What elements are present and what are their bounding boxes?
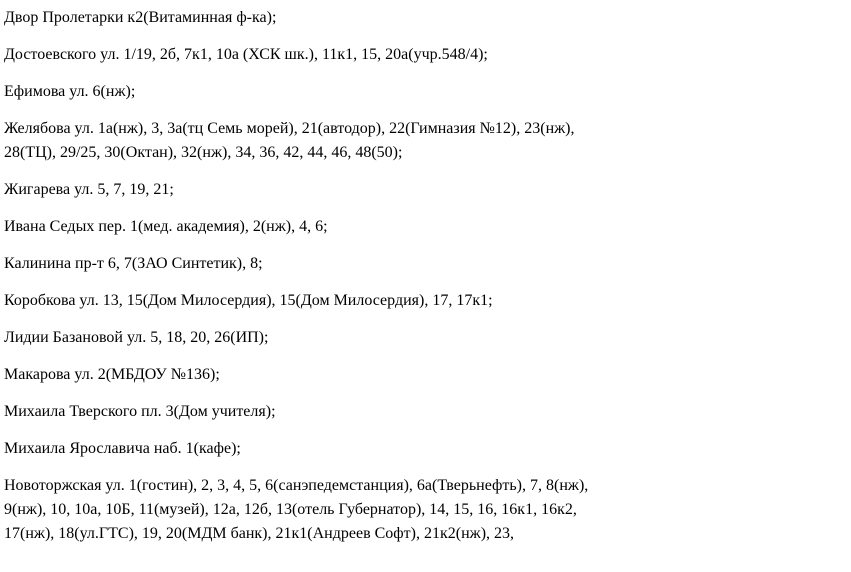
address-entry-korobkova xyxy=(4,289,749,313)
address-entry-lidii-bazanovoy xyxy=(4,326,749,350)
address-entry-ivana-sedykh xyxy=(4,215,749,239)
address-entry-zhigareva xyxy=(4,178,749,202)
entry-text-continued: 28(ТЦ), 29/25, 30(Октан), 32(нж), 34, 36, 42, 44, 46, 48(50); xyxy=(4,144,403,161)
address-entry-dvor-proletarki xyxy=(4,6,749,30)
entry-text: Жигарева ул. 5, 7, 19, 21; xyxy=(4,181,174,198)
entry-text: Новоторжская ул. 1(гостин), 2, 3, 4, 5, 6(санэпедемстанция), 6а(Тверьнефть), 7, 8(нж), xyxy=(4,477,589,494)
entry-text-continued: 9(нж), 10, 10а, 10Б, 11(музей), 12а, 12б, 13(отель Губернатор), 14, 15, 16, 16к1, 16к2, xyxy=(4,501,577,518)
address-entry-kalinina xyxy=(4,252,749,276)
entry-text: Желябова ул. 1а(нж), 3, 3а(тц Семь морей), 21(автодор), 22(Гимназия №12), 23(нж), xyxy=(4,120,575,137)
address-entry-mikhaila-yaroslavicha xyxy=(4,437,749,461)
entry-text: Достоевского ул. 1/19, 2б, 7к1, 10а (ХСК шк.), 11к1, 15, 20а(учр.548/4); xyxy=(4,46,488,63)
entry-text: Ивана Седых пер. 1(мед. академия), 2(нж), 4, 6; xyxy=(4,218,328,235)
entry-text: Михаила Ярославича наб. 1(кафе); xyxy=(4,440,241,457)
entry-text: Лидии Базановой ул. 5, 18, 20, 26(ИП); xyxy=(4,329,269,346)
address-entry-efimova xyxy=(4,80,749,104)
entry-text: Двор Пролетарки к2(Витаминная ф-ка); xyxy=(4,9,277,26)
address-entry-mikhaila-tverskogo xyxy=(4,400,749,424)
entry-text: Михаила Тверского пл. 3(Дом учителя); xyxy=(4,403,276,420)
entry-text: Коробкова ул. 13, 15(Дом Милосердия), 15(Дом Милосердия), 17, 17к1; xyxy=(4,292,493,309)
address-entry-novotorzhskaya xyxy=(4,474,749,546)
address-entry-dostoevskogo xyxy=(4,43,749,67)
entry-text: Ефимова ул. 6(нж); xyxy=(4,83,136,100)
address-entry-makarova xyxy=(4,363,749,387)
entry-text: Калинина пр-т 6, 7(ЗАО Синтетик), 8; xyxy=(4,255,263,272)
entry-text-continued: 17(нж), 18(ул.ГТС), 19, 20(МДМ банк), 21к1(Андреев Софт), 21к2(нж), 23, xyxy=(4,525,515,542)
address-entry-zhelyabova xyxy=(4,117,749,165)
entry-text: Макарова ул. 2(МБДОУ №136); xyxy=(4,366,220,383)
